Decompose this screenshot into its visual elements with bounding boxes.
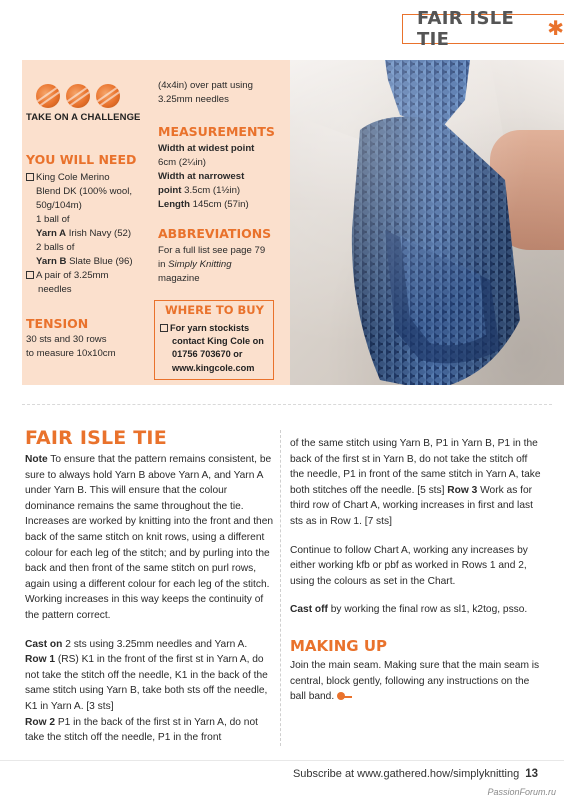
challenge-badge: [34, 84, 122, 110]
tie-photo: [290, 60, 564, 385]
section-divider: [22, 404, 552, 405]
yarn-ball-icon: [36, 84, 60, 108]
making-up-text: Join the main seam. Making sure that the main seam is central, block gently, following any instructions on the ball band.: [290, 660, 540, 703]
checkbox-icon: [26, 173, 34, 181]
yarn-ball-icon: [96, 84, 120, 108]
tension-text: 30 sts and 30 rows to measure 10x10cm: [26, 334, 116, 359]
list-item-text: 50g/104m): [36, 200, 82, 211]
pattern-column-left: [25, 452, 275, 746]
list-item-text: needles: [38, 284, 72, 295]
list-item-text: 2 balls of: [36, 242, 75, 253]
you-will-need-list: [26, 171, 154, 297]
list-item: King Cole Merino: [26, 171, 154, 185]
abbreviations-text: For a full list see page 79 in Simply Knitting magazine: [158, 245, 266, 284]
where-to-buy-heading: WHERE TO BUY: [165, 303, 264, 317]
challenge-label: TAKE ON A CHALLENGE: [26, 112, 141, 123]
list-item-text: Yarn A Irish Navy (52): [36, 228, 132, 239]
footer-rule: [0, 760, 564, 761]
checkbox-icon: [160, 324, 168, 332]
row2-continued: of the same stitch using Yarn B, P1 in Yarn B, P1 in the back of the first st in Yarn B, do not take the stitch off the needle, P1 in front of the same stitch in Yarn A, take both stitches off the needle. [5 sts] Row 3 Work as for third row of Chart A, working increases in first and last sts as in Row 1. [7 sts]: [290, 438, 541, 527]
column-divider: [280, 430, 281, 746]
header-title: FAIR ISLE TIE: [417, 8, 515, 50]
tension-heading: TENSION: [26, 316, 89, 331]
row1-paragraph: Row 1 (RS) K1 in the front of the first st in Yarn A, do not take the stitch off the needle, K1 in the back of the same stitch using Yarn B, take both sts off the needle, K1 in Yarn A. [3 sts]: [25, 654, 268, 712]
yarn-ball-icon: [66, 84, 90, 108]
where-to-buy-text: For yarn stockists contact King Cole on 01756 703670 or www.kingcole.com: [160, 322, 272, 375]
checkbox-icon: [26, 271, 34, 279]
making-up-heading: MAKING UP: [290, 637, 388, 655]
yarn-end-icon: [337, 692, 345, 700]
subscribe-link[interactable]: Subscribe at www.gathered.how/simplyknitting: [292, 768, 520, 780]
cast-on-paragraph: Cast on 2 sts using 3.25mm needles and Yarn A.: [25, 638, 248, 650]
list-item-text: 1 ball of: [36, 214, 70, 225]
pattern-column-right: [290, 436, 542, 631]
page-header: [402, 8, 564, 50]
row2-paragraph: Row 2 P1 in the back of the first st in Yarn A, do not take the stitch off the needle, P1 in the front: [25, 716, 258, 744]
measurements-text: Width at widest point 6cm (2¼in) Width at narrowest point 3.5cm (1½in) Length 145cm (57in): [158, 143, 255, 210]
you-will-need-heading: YOU WILL NEED: [26, 152, 137, 167]
footer: [293, 768, 538, 780]
pattern-heading: FAIR ISLE TIE: [25, 427, 167, 449]
continue-paragraph: Continue to follow Chart A, working any increases by either working kfb or pbf as worked in Rows 1 and 2, using the colours as set in the Chart.: [290, 544, 528, 587]
list-item: A pair of 3.25mm: [26, 269, 154, 283]
page-number: 13: [525, 768, 538, 780]
watermark: PassionForum.ru: [487, 787, 556, 797]
abbreviations-heading: ABBREVIATIONS: [158, 226, 272, 241]
measurements-heading: MEASUREMENTS: [158, 124, 275, 139]
cast-off-paragraph: Cast off by working the final row as sl1, k2tog, psso.: [290, 604, 528, 616]
list-item-text: Yarn B Slate Blue (96): [36, 256, 133, 267]
tension-text-cont: (4x4in) over patt using 3.25mm needles: [158, 80, 253, 105]
list-item-text: Blend DK (100% wool,: [36, 186, 132, 197]
note-paragraph: Note To ensure that the pattern remains consistent, be sure to always hold Yarn B above Yarn A, and Yarn A under Yarn B. This will ensure that the colour dominance remains the same throughout the tie. Increases are worked by knitting into the front and then back of the same stitch on knit rows, using a different colour for each leg of the stitch; and by purling into the back and then front of the same stitch on purl rows, again using a different colour for each leg of the stitch. Working increases in this way keeps the continuity of the pattern correct.: [25, 454, 274, 621]
flower-icon: ✱: [547, 18, 564, 40]
